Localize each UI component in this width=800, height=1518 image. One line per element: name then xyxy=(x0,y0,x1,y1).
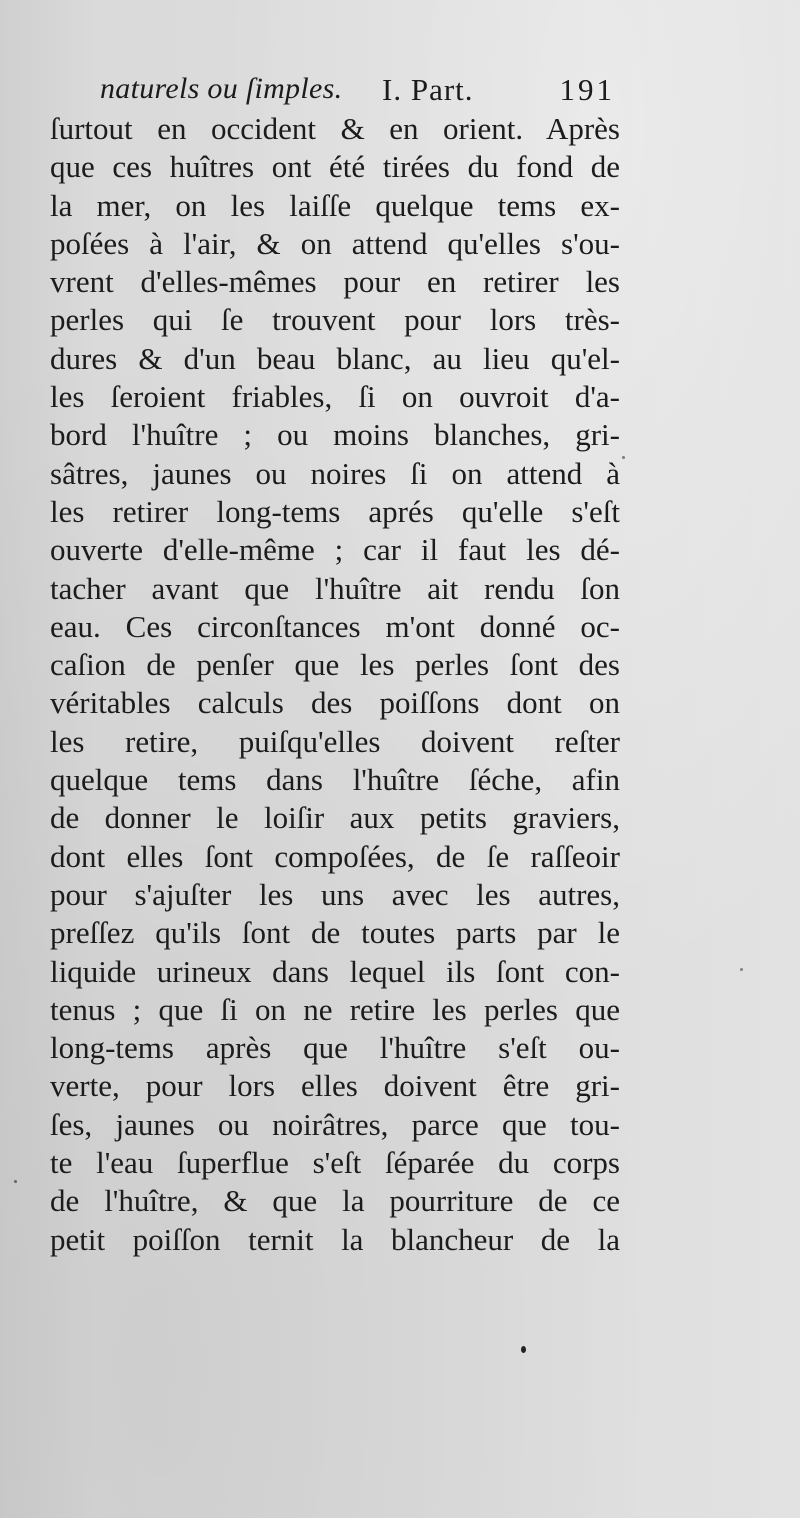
text-line: liquide urineux dans lequel ils ſont con- xyxy=(50,953,620,989)
text-line: perles qui ſe trouvent pour lors très- xyxy=(50,302,620,338)
text-line: ſurtout en occident & en orient. Après xyxy=(50,111,620,146)
text-line: vrent d'elles-mêmes pour en retirer les xyxy=(50,264,620,300)
text-line: tenus ; que ſi on ne retire les perles que xyxy=(50,991,620,1027)
text-line: long-tems après que l'huître s'eſt ou- xyxy=(50,1030,620,1066)
text-line: la mer, on les laiſſe quelque tems ex- xyxy=(50,187,620,223)
text-line: quelque tems dans l'huître ſéche, afin xyxy=(50,762,620,798)
body-text xyxy=(50,110,620,1259)
ink-speck xyxy=(622,456,625,459)
text-line: pour s'ajuſter les uns avec les autres, xyxy=(50,876,620,912)
running-title: naturels ou ſimples. xyxy=(100,72,343,105)
ink-speck xyxy=(740,968,743,971)
text-line: les retirer long-tems aprés qu'elle s'eſt xyxy=(50,493,620,529)
text-line: véritables calculs des poiſſons dont on xyxy=(50,685,620,721)
part-label: I. Part. xyxy=(382,72,474,107)
text-line: de donner le loiſir aux petits graviers, xyxy=(50,800,620,836)
text-line: ouverte d'elle-même ; car il faut les dé- xyxy=(50,532,620,568)
text-line: caſion de penſer que les perles ſont des xyxy=(50,647,620,683)
text-line: bord l'huître ; ou moins blanches, gri- xyxy=(50,417,620,453)
text-line: poſées à l'air, & on attend qu'elles s'ou- xyxy=(50,225,620,261)
text-line: tacher avant que l'huître ait rendu ſon xyxy=(50,570,620,606)
text-line: que ces huîtres ont été tirées du fond de xyxy=(50,149,620,185)
text-line: dures & d'un beau blanc, au lieu qu'el- xyxy=(50,340,620,376)
text-line: dont elles ſont compoſées, de ſe raſſeoir xyxy=(50,838,620,874)
text-line: verte, pour lors elles doivent être gri- xyxy=(50,1068,620,1104)
text-line: preſſez qu'ils ſont de toutes parts par le xyxy=(50,915,620,951)
text-line: sâtres, jaunes ou noires ſi on attend à xyxy=(50,455,620,491)
text-line: petit poiſſon ternit la blancheur de la xyxy=(50,1221,620,1257)
text-line: ſes, jaunes ou noirâtres, parce que tou- xyxy=(50,1106,620,1142)
text-line: te l'eau ſuperflue s'eſt ſéparée du corps xyxy=(50,1145,620,1181)
text-line: de l'huître, & que la pourriture de ce xyxy=(50,1183,620,1219)
ink-speck xyxy=(14,1180,17,1183)
text-line: les ſeroient friables, ſi on ouvroit d'a- xyxy=(50,379,620,415)
text-line: les retire, puiſqu'elles doivent reſter xyxy=(50,723,620,759)
text-line: eau. Ces circonſtances m'ont donné oc- xyxy=(50,608,620,644)
ink-speck xyxy=(521,1346,526,1353)
page-number: 191 xyxy=(559,72,615,107)
